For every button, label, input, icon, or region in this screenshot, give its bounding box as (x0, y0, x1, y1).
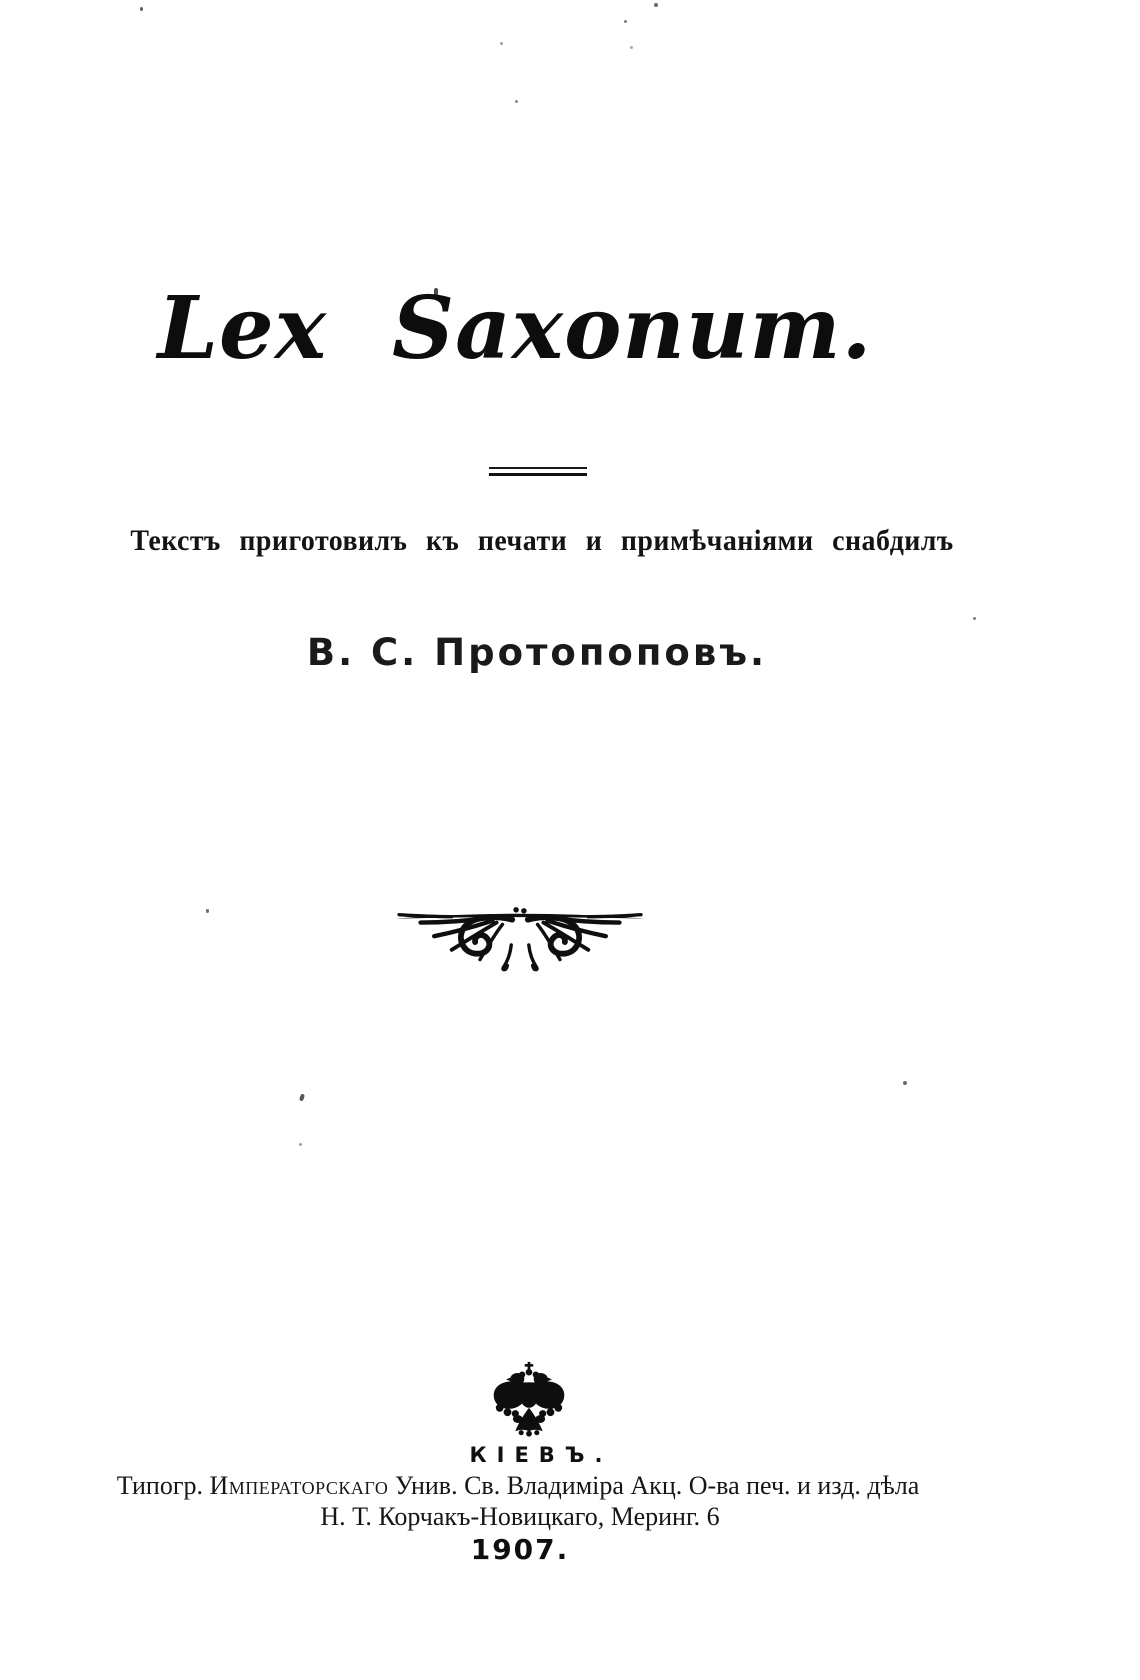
scan-speck (206, 909, 209, 913)
city-name: КІЕВЪ. (469, 1443, 613, 1467)
scan-speck (973, 617, 976, 620)
subtitle: Текстъ приготовилъ къ печати и примѣчаніями снабдилъ (130, 524, 954, 557)
scan-speck (500, 42, 503, 45)
imprint-line-2: Н. Т. Корчакъ-Новицкаго, Меринг. 6 (320, 1502, 720, 1531)
publication-year: 1907. (470, 1533, 570, 1566)
scan-speck (515, 100, 518, 103)
scan-speck (903, 1081, 907, 1085)
double-headed-eagle-icon (488, 1361, 570, 1439)
scan-speck (624, 20, 627, 23)
scan-speck (630, 46, 633, 49)
imprint-line-1-prefix: Типогр. (116, 1471, 210, 1500)
page-title: Lex Saxonum. (157, 278, 873, 379)
imprint-line-1 (117, 1471, 920, 1501)
scan-speck (299, 1094, 305, 1102)
author-name: В. С. Протопоповъ. (306, 631, 768, 674)
scan-speck (140, 7, 143, 11)
scan-speck (299, 1143, 302, 1146)
imprint-line-1-publisher: Императорскаго (209, 1471, 389, 1500)
scan-speck (654, 3, 658, 7)
imprint-line-1-suffix: Унив. Св. Владиміра Акц. О-ва печ. и изд. дѣла (388, 1471, 920, 1500)
flourish-ornament-icon (392, 904, 648, 982)
divider-rule (489, 467, 587, 476)
